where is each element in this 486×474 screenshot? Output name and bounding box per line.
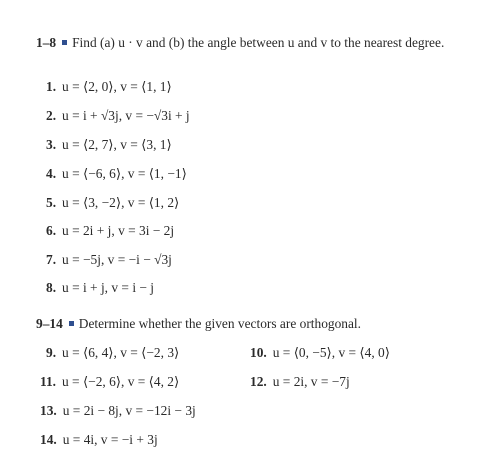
square-bullet-icon	[62, 40, 67, 45]
problem-number: 7.	[46, 252, 57, 267]
problem-number: 12.	[250, 374, 267, 389]
problem-number: 2.	[46, 108, 57, 123]
problem-expression: u = ⟨−6, 6⟩, v = ⟨1, −1⟩	[62, 166, 187, 181]
problem-expression: u = ⟨2, 0⟩, v = ⟨1, 1⟩	[62, 79, 172, 94]
section-2-range: 9–14	[36, 316, 63, 331]
problem-4	[46, 165, 187, 183]
problem-expression: u = ⟨3, −2⟩, v = ⟨1, 2⟩	[62, 195, 180, 210]
problem-9	[46, 344, 179, 362]
problem-number: 14.	[40, 432, 57, 447]
problem-expression: u = ⟨6, 4⟩, v = ⟨−2, 3⟩	[62, 345, 180, 360]
problem-number: 9.	[46, 345, 57, 360]
problem-12	[250, 373, 350, 391]
problem-expression: u = 2i, v = −7j	[272, 374, 350, 389]
problem-6	[46, 222, 174, 240]
problem-number: 8.	[46, 280, 57, 295]
square-bullet-icon	[69, 321, 74, 326]
problem-10	[250, 344, 390, 362]
problem-number: 5.	[46, 195, 57, 210]
problem-number: 11.	[40, 374, 56, 389]
problem-3	[46, 136, 172, 154]
problem-expression: u = 2i − 8j, v = −12i − 3j	[62, 403, 196, 418]
section-1-instruction: Find (a) u · v and (b) the angle between u and v to the nearest degree.	[72, 35, 445, 50]
problem-1	[46, 78, 172, 96]
section-2-heading	[36, 315, 476, 334]
problem-number: 1.	[46, 79, 57, 94]
problem-expression: u = 2i + j, v = 3i − 2j	[62, 223, 175, 238]
problem-2	[46, 107, 190, 125]
problem-14	[40, 431, 158, 449]
section-2-instruction: Determine whether the given vectors are orthogonal.	[78, 316, 361, 331]
problem-11	[40, 373, 179, 391]
problem-expression: u = 4i, v = −i + 3j	[62, 432, 158, 447]
problem-13	[40, 402, 196, 420]
section-1-heading	[36, 34, 476, 53]
problem-expression: u = ⟨0, −5⟩, v = ⟨4, 0⟩	[272, 345, 390, 360]
problem-8	[46, 279, 154, 297]
problem-expression: u = i + √3j, v = −√3i + j	[62, 108, 190, 123]
problem-number: 10.	[250, 345, 267, 360]
problem-number: 13.	[40, 403, 57, 418]
problem-expression: u = ⟨−2, 6⟩, v = ⟨4, 2⟩	[62, 374, 180, 389]
problem-expression: u = −5j, v = −i − √3j	[62, 252, 172, 267]
problem-number: 6.	[46, 223, 57, 238]
problem-expression: u = i + j, v = i − j	[62, 280, 155, 295]
problem-expression: u = ⟨2, 7⟩, v = ⟨3, 1⟩	[62, 137, 172, 152]
problem-number: 4.	[46, 166, 57, 181]
section-1-range: 1–8	[36, 35, 57, 50]
problem-number: 3.	[46, 137, 57, 152]
problem-7	[46, 251, 172, 269]
problem-5	[46, 194, 179, 212]
